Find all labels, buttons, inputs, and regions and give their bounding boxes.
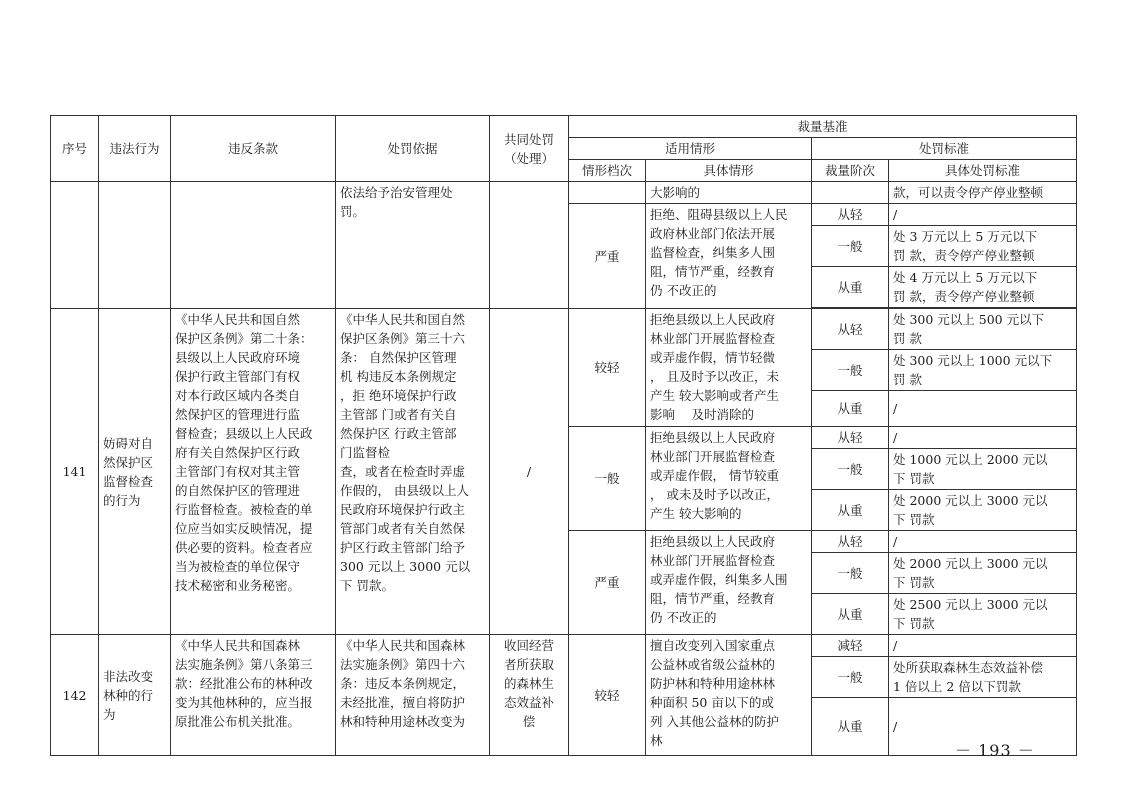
stage-label: 从轻	[812, 427, 889, 449]
row-142-case: 擅自改变列入国家重点 公益林或省级公益林的 防护林和特种用途林林 种面积 50 亩以下的或 列 入其他公益林的防护 林	[646, 635, 812, 756]
row-141-basis: 《中华人民共和国自然 保护区条例》第三十六 条： 自然保护区管理 机 构违反本条例规定 ，拒 绝环境保护行政 主管部 门或者有关自 然保护区 行政主管部 门监督检 查，或者在检查时弄虚 作假的， 由县级以上人 民政府环境保护行政主 管部门或者有关自然保 护区行政主管部门给予 300 元以上 3000 元以 下 罚款。	[336, 309, 490, 635]
row-141-level-3: 严重	[569, 531, 646, 635]
stage-label: 从重	[812, 267, 889, 308]
row-142-clause: 《中华人民共和国森林 法实施条例》第八条第三 款：经批准公布的林种改 变为其他林种的，应当报 原批准公布机关批准。	[171, 635, 336, 756]
header-specific: 具体情形	[646, 160, 812, 182]
standard-text: 处 4 万元以上 5 万元以下 罚 款，责令停产停业整顿	[889, 267, 1077, 308]
stage-label: 一般	[812, 657, 889, 698]
cont-std-prev: 款，可以责令停产停业整顿	[889, 182, 1077, 204]
row-142-level: 较轻	[569, 635, 646, 756]
row-141-case-1: 拒绝县级以上人民政府 林业部门开展监督检查 或弄虚作假，情节轻微 ， 且及时予以改正，未 产生 较大影响或者产生 影响 及时消除的	[646, 309, 812, 427]
header-level: 情形档次	[569, 160, 646, 182]
row-141-level-1: 较轻	[569, 309, 646, 427]
stage-label: 一般	[812, 226, 889, 267]
table-row	[51, 309, 1077, 350]
row-142-common: 收回经营 者所获取 的森林生 态效益补 偿	[490, 635, 569, 756]
header-violation: 违法行为	[99, 116, 171, 182]
standard-text: 处 1000 元以上 2000 元以 下 罚款	[889, 449, 1077, 490]
standard-text: 处所获取森林生态效益补偿 1 倍以上 2 倍以下罚款	[889, 657, 1077, 698]
header-stage: 裁量阶次	[812, 160, 889, 182]
header-seq: 序号	[51, 116, 99, 182]
row-141-seq: 141	[51, 309, 99, 635]
page-number: － 193 －	[955, 741, 1035, 760]
header-applicable: 适用情形	[569, 138, 812, 160]
cont-basis: 依法给予治安管理处 罚。	[336, 182, 490, 309]
header-standard: 处罚标准	[812, 138, 1077, 160]
row-141-violation: 妨碍对自 然保护区 监督检查 的行为	[99, 309, 171, 635]
standard-text: /	[889, 531, 1077, 553]
row-141-case-2: 拒绝县级以上人民政府 林业部门开展监督检查 或弄虚作假， 情节较重 ， 或未及时予以改正， 产生 较大影响的	[646, 427, 812, 531]
penalty-discretion-table	[50, 115, 1077, 756]
row-141-clause: 《中华人民共和国自然 保护区条例》第二十条： 县级以上人民政府环境 保护行政主管部门有权 对本行政区域内各类自 然保护区的管理进行监 督检查；县级以上人民政 府有关自然保护区行政 主管部门有权对其主管 的自然保护区的管理进 行监督检查。被检查的单 位应当如实反映情况，提 供必要的资料。检查者应 当为被检查的单位保守 技术秘密和业务秘密。	[171, 309, 336, 635]
header-specific-standard: 具体处罚标准	[889, 160, 1077, 182]
header-discretion: 裁量基准	[569, 116, 1077, 138]
stage-label: 从重	[812, 698, 889, 756]
row-142-basis: 《中华人民共和国森林 法实施条例》第四十六 条：违反本条例规定， 未经批准，擅自将防护 林和特种用途林改变为	[336, 635, 490, 756]
row-141-level-2: 一般	[569, 427, 646, 531]
standard-text: /	[889, 635, 1077, 657]
standard-text: /	[889, 391, 1077, 427]
stage-label: 从轻	[812, 204, 889, 226]
row-141-common: /	[490, 309, 569, 635]
cont-case: 拒绝、阻碍县级以上人民 政府林业部门依法开展 监督检查，纠集多人围 阻，情节严重，经教育 仍 不改正的	[646, 204, 812, 309]
stage-label: 一般	[812, 449, 889, 490]
standard-text: /	[889, 427, 1077, 449]
stage-label: 从重	[812, 594, 889, 635]
stage-label: 从重	[812, 490, 889, 531]
cont-case-prev: 大影响的	[646, 182, 812, 204]
header-common-penalty: 共同处罚 （处理）	[490, 116, 569, 182]
standard-text: /	[889, 698, 1077, 756]
stage-label: 一般	[812, 350, 889, 391]
standard-text: 处 2000 元以上 3000 元以 下 罚款	[889, 553, 1077, 594]
standard-text: 处 2500 元以上 3000 元以 下 罚款	[889, 594, 1077, 635]
header-violated-clause: 违反条款	[171, 116, 336, 182]
stage-label: 减轻	[812, 635, 889, 657]
table-row	[51, 635, 1077, 657]
header-penalty-basis: 处罚依据	[336, 116, 490, 182]
standard-text: 处 300 元以上 500 元以下 罚 款	[889, 309, 1077, 350]
table-row	[51, 182, 1077, 204]
cont-level: 严重	[569, 204, 646, 309]
stage-label: 从重	[812, 391, 889, 427]
stage-label: 从轻	[812, 309, 889, 350]
stage-label: 从轻	[812, 531, 889, 553]
row-142-violation: 非法改变 林种的行 为	[99, 635, 171, 756]
stage-label: 一般	[812, 553, 889, 594]
standard-text: /	[889, 204, 1077, 226]
row-141-case-3: 拒绝县级以上人民政府 林业部门开展监督检查 或弄虚作假，纠集多人围 阻，情节严重，经教育 仍 不改正的	[646, 531, 812, 635]
standard-text: 处 300 元以上 1000 元以下 罚 款	[889, 350, 1077, 391]
standard-text: 处 3 万元以上 5 万元以下 罚 款，责令停产停业整顿	[889, 226, 1077, 267]
standard-text: 处 2000 元以上 3000 元以 下 罚款	[889, 490, 1077, 531]
row-142-seq: 142	[51, 635, 99, 756]
